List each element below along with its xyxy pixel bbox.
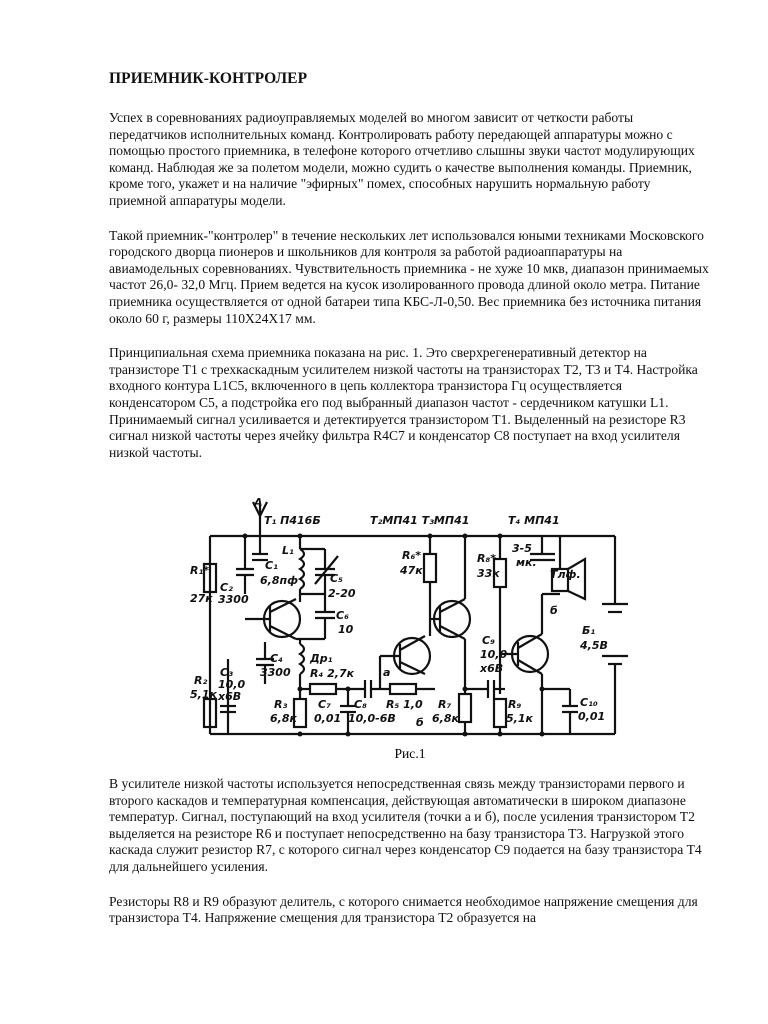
- label-r9: R₉: [508, 698, 522, 711]
- label-c3: С₃: [220, 666, 233, 679]
- document-body-continued: [109, 776, 709, 945]
- label-a-node: а: [383, 666, 391, 679]
- label-r9-value: 5,1к: [506, 712, 533, 725]
- label-dr1: Др₁: [310, 652, 333, 665]
- paragraph-amplifier: В усилителе низкой частоты используется непосредственная связь между транзисторами первого и второго каскадов и температурная компенсация, действующая автоматически в широком диапазоне температур. Сигнал, поступающий на вход усилителя (точки а и б), после усиления транзистором Т2 выделяется на резисторе R6 и поступает непосредственно на базу транзистора Т3. Нагрузкой этого каскада служит резистор R7, с которого сигнал через конденсатор С9 подается на базу транзистора Т4 для дальнейшего усиления.: [109, 776, 702, 874]
- label-b-node: б: [550, 604, 558, 617]
- label-r2: R₂: [194, 674, 208, 687]
- label-c-mkf: мк.: [516, 556, 537, 569]
- label-c6: С₆: [336, 609, 349, 622]
- document-body: [109, 70, 709, 479]
- label-c7-value: 0,01: [314, 712, 342, 725]
- label-c2-value: 3300: [218, 593, 249, 606]
- label-r6: R₆*: [402, 549, 422, 562]
- label-c8: С₈: [354, 698, 367, 711]
- label-b2-node: б: [416, 716, 424, 729]
- label-b1: Б₁: [582, 624, 596, 637]
- label-r1: R₁*: [190, 564, 210, 577]
- paragraph-schematic: Принципиальная схема приемника показана на рис. 1. Это сверхрегенеративный детектор на транзисторе Т1 с трехкаскадным усилителем низкой частоты на транзисторах Т2, Т3 и Т4. Настройка входного контура L1C5, включенного в цепь коллектора транзистора Гц осуществляется конденсатором С5, а подстройка его под выбранный диапазон частот - сердечником катушки L1. Принимаемый сигнал усиливается и детектируется транзистором Т1. Выделенный на резисторе R3 сигнал низкой частоты через ячейку фильтра R4C7 и конденсатор С8 поступает на вход усилителя низкой частоты.: [109, 345, 698, 460]
- paragraph-intro: Успех в соревнованиях радиоуправляемых моделей во многом зависит от четкости работы передатчиков исполнительных команд. Контролировать работу передающей аппаратуры можно с помощью простого приемника, в телефоне которого отчетливо слышны звуки частот модулирующих команд. Наблюдая же за полетом модели, можно судить о качестве выполнения команды. Приемник, кроме того, укажет и на наличие "эфирных" помех, способных нарушить нормальную работу приемной аппаратуры модели.: [109, 110, 695, 208]
- page-title: ПРИЕМНИК-КОНТРОЛЕР: [109, 70, 308, 87]
- label-c4-value: 3300: [260, 666, 291, 679]
- label-c4: С₄: [270, 652, 283, 665]
- label-c9-voltage: х6В: [480, 662, 504, 675]
- paragraph-resistors: Резисторы R8 и R9 образуют делитель, с которого снимается необходимое напряжение смещения для транзистора Т4. Напряжение смещения для транзистора Т2 образуется на: [109, 893, 698, 926]
- label-c-nf: 3-5: [512, 542, 532, 555]
- label-r4: R₄ 2,7к: [310, 667, 355, 680]
- label-t4: Т₄ МП41: [508, 514, 560, 527]
- label-c3-value: 10,0: [218, 678, 246, 691]
- label-antenna: А: [254, 496, 263, 509]
- label-b1-value: 4,5В: [580, 639, 608, 652]
- circuit-schematic: [190, 494, 630, 744]
- label-l1: L₁: [282, 544, 294, 557]
- label-c9-value: 10,0: [480, 648, 508, 661]
- label-r7: R₇: [438, 698, 452, 711]
- label-c9: С₉: [482, 634, 495, 647]
- label-c8-value: 10,0-6В: [348, 712, 396, 725]
- circuit-diagram: [190, 494, 630, 744]
- paragraph-usage: Такой приемник-"контролер" в течение нескольких лет использовался юными техниками Московского городского дворца пионеров и школьников для контроля за работой радиоаппаратуры на авиамодельных соревнованиях. Чувствительность приемника - не хуже 10 мкв, диапазон принимаемых частот 26,0- 32,0 Мгц. Прием ведется на кусок изолированного провода длиной около метра. Питание приемника осуществляется от одной батареи типа КБС-Л-0,50. Вес приемника без источника питания около 60 г, размеры 110Х24Х17 мм.: [109, 227, 709, 326]
- label-r8: R₈*: [477, 552, 497, 565]
- label-r6-value: 47к: [400, 564, 423, 577]
- label-r3: R₃: [274, 698, 288, 711]
- label-r7-value: 6,8к: [432, 712, 459, 725]
- figure-caption: Рис.1: [394, 746, 426, 761]
- label-c10: С₁₀: [580, 696, 598, 709]
- label-c10-value: 0,01: [578, 710, 606, 723]
- label-r3-value: 6,8к: [270, 712, 297, 725]
- label-c5: С₅: [330, 572, 343, 585]
- label-c7: С₇: [318, 698, 331, 711]
- label-c1-value: 6,8пф: [260, 574, 299, 587]
- label-c6-value: 10: [338, 623, 354, 636]
- label-phone: Тлф.: [550, 568, 581, 581]
- label-r1-value: 27к: [190, 592, 213, 605]
- label-r8-value: 33к: [477, 567, 500, 580]
- label-t2-t3: Т₂МП41 Т₃МП41: [370, 514, 470, 527]
- label-c2: С₂: [220, 581, 233, 594]
- label-t1: Т₁ П416Б: [264, 514, 321, 527]
- label-c3-voltage: х6В: [218, 690, 242, 703]
- label-r2-value: 5,1к: [190, 688, 217, 701]
- label-c1: С₁: [265, 559, 278, 572]
- label-c5-value: 2-20: [328, 587, 356, 600]
- label-r5: R₅ 1,0: [386, 698, 423, 711]
